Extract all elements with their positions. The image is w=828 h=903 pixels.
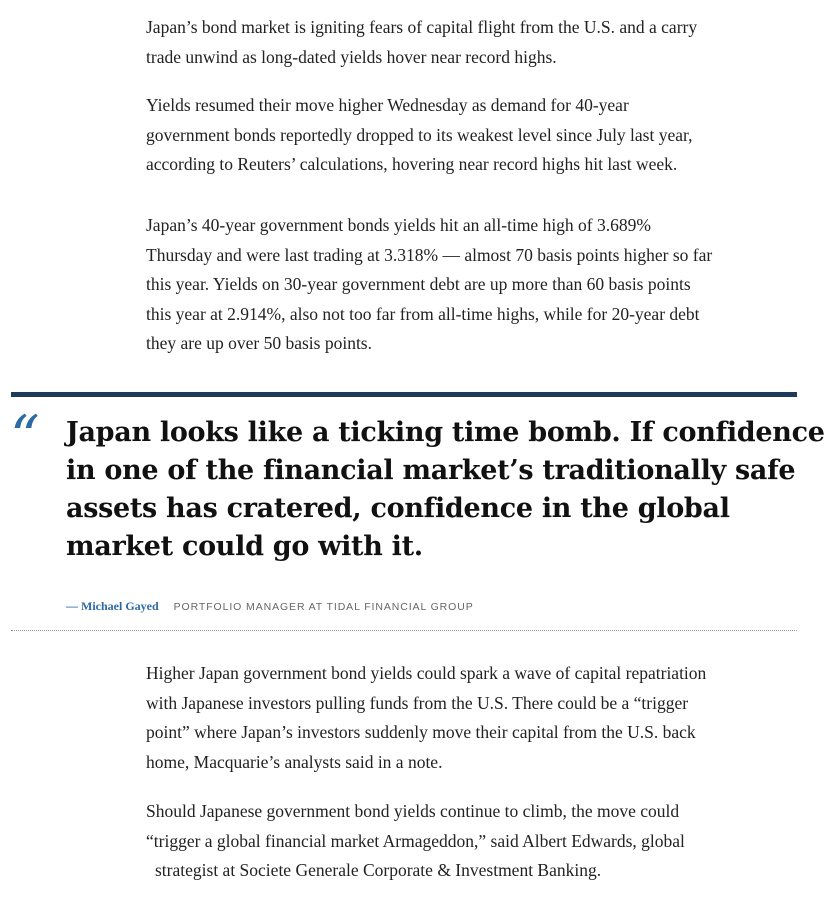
article-paragraph — [146, 91, 786, 180]
paragraph-line: trade unwind as long-dated yields hover near record highs. — [146, 46, 557, 67]
quote-mark-icon: “ — [10, 403, 40, 471]
paragraph-line: Japan’s bond market is igniting fears of capital flight from the U.S. and a carry — [146, 17, 698, 37]
paragraph-line: home, Macquarie’s analysts said in a note. — [146, 751, 443, 772]
paragraph-line: Should Japanese government bond yields continue to climb, the move could — [146, 801, 680, 821]
paragraph-line: Thursday and were last trading at 3.318% — almost 70 basis points higher so far — [146, 244, 713, 265]
paragraph-line: government bonds reportedly dropped to its weakest level since July last year, — [146, 124, 693, 145]
paragraph-line: Yields resumed their move higher Wednesday as demand for 40-year — [146, 95, 629, 115]
paragraph-line: Higher Japan government bond yields could spark a wave of capital repatriation — [146, 663, 707, 683]
pullquote-line: assets has cratered, confidence in the global — [66, 493, 730, 524]
article-paragraph — [146, 659, 786, 777]
pullquote-bottom-divider — [11, 630, 797, 631]
paragraph-line: they are up over 50 basis points. — [146, 333, 372, 353]
pullquote-top-rule — [11, 392, 797, 397]
paragraph-line: strategist at Societe Generale Corporate & Investment Banking. — [155, 860, 602, 880]
paragraph-line: “trigger a global financial market Armageddon,” said Albert Edwards, global — [146, 830, 685, 851]
article-paragraph — [146, 797, 786, 886]
pullquote-line: market could go with it. — [66, 531, 423, 562]
article-paragraph — [146, 13, 786, 72]
paragraph-line: with Japanese investors pulling funds from the U.S. There could be a “trigger — [146, 692, 689, 713]
pullquote-line: in one of the financial market’s traditionally safe — [66, 455, 796, 486]
attribution-title: PORTFOLIO MANAGER AT TIDAL FINANCIAL GROUP — [173, 601, 474, 613]
paragraph-line: this year at 2.914%, also not too far from all-time highs, while for 20-year debt — [146, 303, 700, 324]
pullquote-line: Japan looks like a ticking time bomb. If confidence — [66, 417, 825, 448]
paragraph-line: according to Reuters’ calculations, hovering near record highs hit last week. — [146, 154, 678, 174]
paragraph-line: Japan’s 40-year government bonds yields hit an all-time high of 3.689% — [146, 215, 651, 235]
paragraph-line: this year. Yields on 30-year government debt are up more than 60 basis points — [146, 274, 691, 294]
paragraph-line: point” where Japan’s investors suddenly move their capital from the U.S. back — [146, 722, 696, 742]
article-paragraph — [146, 211, 786, 359]
attribution-name: — Michael Gayed — [66, 599, 159, 613]
pullquote-text — [66, 414, 825, 566]
pullquote-attribution — [66, 598, 474, 615]
